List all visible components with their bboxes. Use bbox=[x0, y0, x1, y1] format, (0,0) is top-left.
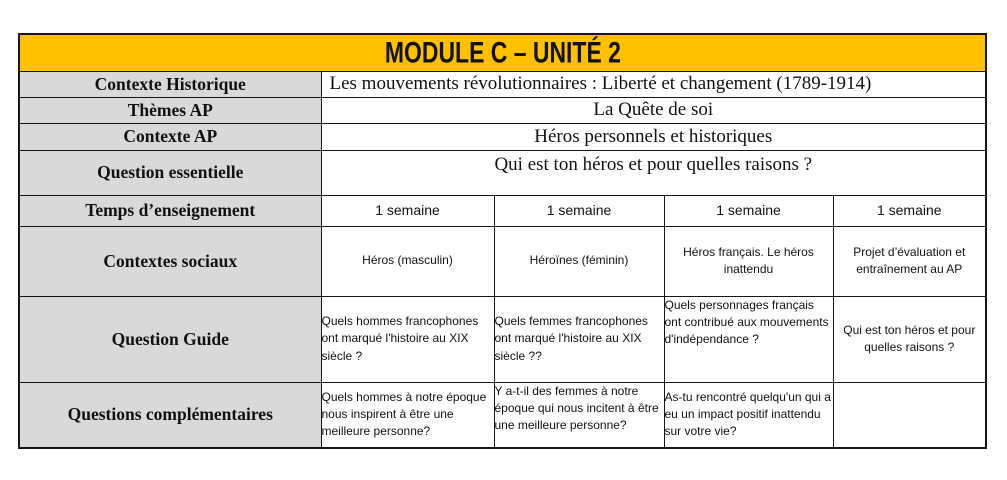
cell-question-guide-2: Quels femmes francophones ont marqué l'histoire au XIX siècle ?? bbox=[494, 296, 664, 382]
cell-question-comp-1: Quels hommes à notre époque nous inspirent à être une meilleure personne? bbox=[321, 382, 494, 448]
cell-question-essentielle-value: Qui est ton héros et pour quelles raisons ? bbox=[321, 150, 986, 195]
cell-question-comp-3: As-tu rencontré quelqu'un qui a eu un impact positif inattendu sur votre vie? bbox=[664, 382, 833, 448]
table-row bbox=[19, 150, 986, 195]
row-label-contexte-ap: Contexte AP bbox=[19, 123, 321, 150]
cell-question-comp-2: Y a-t-il des femmes à notre époque qui nous incitent à être une meilleure personne? bbox=[494, 382, 664, 448]
table-row bbox=[19, 97, 986, 123]
cell-contexte-social-1: Héros (masculin) bbox=[321, 226, 494, 296]
table-row bbox=[19, 296, 986, 382]
table-row bbox=[19, 123, 986, 150]
cell-temps-week-3: 1 semaine bbox=[664, 195, 833, 226]
table-row bbox=[19, 34, 986, 71]
row-label-question-guide: Question Guide bbox=[19, 296, 321, 382]
cell-question-comp-4 bbox=[833, 382, 986, 448]
cell-contexte-social-2: Héroïnes (féminin) bbox=[494, 226, 664, 296]
cell-question-guide-4: Qui est ton héros et pour quelles raisons ? bbox=[833, 296, 986, 382]
unit-plan-table bbox=[18, 33, 987, 449]
row-label-themes-ap: Thèmes AP bbox=[19, 97, 321, 123]
row-label-temps-enseignement: Temps d’enseignement bbox=[19, 195, 321, 226]
table-row bbox=[19, 195, 986, 226]
table-row bbox=[19, 226, 986, 296]
module-title-cell bbox=[19, 34, 986, 71]
cell-contexte-social-4: Projet d’évaluation et entraînement au AP bbox=[833, 226, 986, 296]
cell-temps-week-4: 1 semaine bbox=[833, 195, 986, 226]
row-label-contextes-sociaux: Contextes sociaux bbox=[19, 226, 321, 296]
cell-contexte-historique-value: Les mouvements révolutionnaires : Liberté et changement (1789-1914) bbox=[321, 71, 986, 97]
cell-themes-ap-value: La Quête de soi bbox=[321, 97, 986, 123]
row-label-contexte-historique: Contexte Historique bbox=[19, 71, 321, 97]
cell-contexte-ap-value: Héros personnels et historiques bbox=[321, 123, 986, 150]
cell-temps-week-1: 1 semaine bbox=[321, 195, 494, 226]
module-title: MODULE C – UNITÉ 2 bbox=[384, 35, 621, 69]
row-label-questions-complementaires: Questions complémentaires bbox=[19, 382, 321, 448]
row-label-question-essentielle: Question essentielle bbox=[19, 150, 321, 195]
cell-temps-week-2: 1 semaine bbox=[494, 195, 664, 226]
cell-question-guide-1: Quels hommes francophones ont marqué l'histoire au XIX siècle ? bbox=[321, 296, 494, 382]
cell-question-guide-3: Quels personnages français ont contribué aux mouvements d'indépendance ? bbox=[664, 296, 833, 382]
cell-contexte-social-3: Héros français. Le héros inattendu bbox=[664, 226, 833, 296]
table-row bbox=[19, 382, 986, 448]
table-row bbox=[19, 71, 986, 97]
